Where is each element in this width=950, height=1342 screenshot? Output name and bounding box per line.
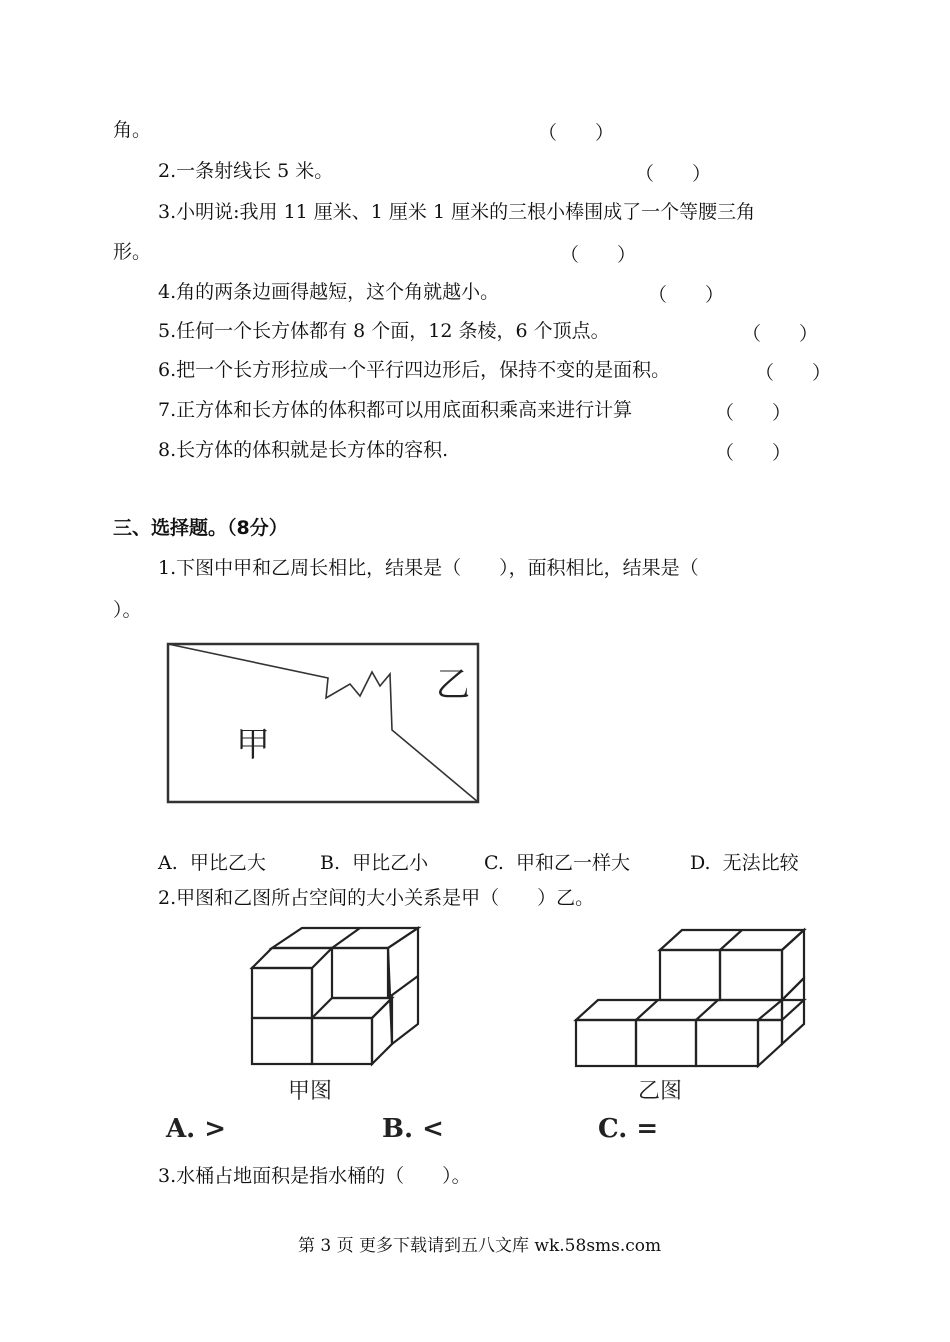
question-3-text: 3.水桶占地面积是指水桶的（ ）。 [158, 1165, 471, 1187]
question-1-line2: ）。 [113, 599, 142, 621]
answer-paren: （ ） [755, 362, 832, 384]
answer-paren: （ ） [635, 163, 712, 185]
answer-paren: （ ） [715, 442, 792, 464]
judge-text: 6.把一个长方形拉成一个平行四边形后，保持不变的是面积。 [158, 359, 671, 381]
judge-text: 7.正方体和长方体的体积都可以用底面积乘高来进行计算 [158, 399, 633, 421]
option-b[interactable]: B. < [382, 1114, 444, 1144]
judge-text: 2.一条射线长 5 米。 [158, 160, 334, 182]
answer-paren: （ ） [538, 122, 615, 144]
option-a[interactable]: A. > [166, 1114, 227, 1144]
answer-paren: （ ） [742, 323, 819, 345]
judge-text: 3.小明说:我用 11 厘米、1 厘米 1 厘米的三根小棒围成了一个等腰三角 [158, 201, 756, 223]
caption-jia: 甲图 [288, 1079, 333, 1104]
option-a[interactable]: A. 甲比乙大 [158, 852, 266, 874]
section-heading: 三、选择题。（8分） [113, 517, 288, 539]
option-c[interactable]: C. 甲和乙一样大 [484, 852, 630, 874]
option-d[interactable]: D. 无法比较 [690, 852, 799, 874]
judge-text: 形。 [113, 241, 152, 263]
answer-paren: （ ） [715, 402, 792, 424]
answer-paren: （ ） [648, 284, 725, 306]
caption-yi: 乙图 [638, 1079, 683, 1104]
figure-jia-yi-rectangle [160, 638, 485, 808]
figure-jia-cubes [246, 928, 426, 1068]
option-c[interactable]: C. = [598, 1114, 659, 1144]
judge-text: 5.任何一个长方体都有 8 个面，12 条棱，6 个顶点。 [158, 320, 610, 342]
judge-text: 4.角的两条边画得越短，这个角就越小。 [158, 281, 500, 303]
answer-paren: （ ） [560, 244, 637, 266]
judge-text: 8.长方体的体积就是长方体的容积. [158, 439, 449, 461]
page-footer: 第 3 页 更多下载请到五八文库 wk.58sms.com [298, 1236, 662, 1256]
question-2-text: 2.甲图和乙图所占空间的大小关系是甲（ ）乙。 [158, 887, 595, 909]
option-b[interactable]: B. 甲比乙小 [320, 852, 429, 874]
label-yi: 乙 [436, 665, 470, 705]
label-jia: 甲 [236, 725, 270, 765]
question-1-line1: 1.下图中甲和乙周长相比，结果是（ ），面积相比，结果是（ [158, 557, 699, 579]
figure-yi-cubes [572, 928, 812, 1068]
judge-text: 角。 [113, 119, 152, 141]
